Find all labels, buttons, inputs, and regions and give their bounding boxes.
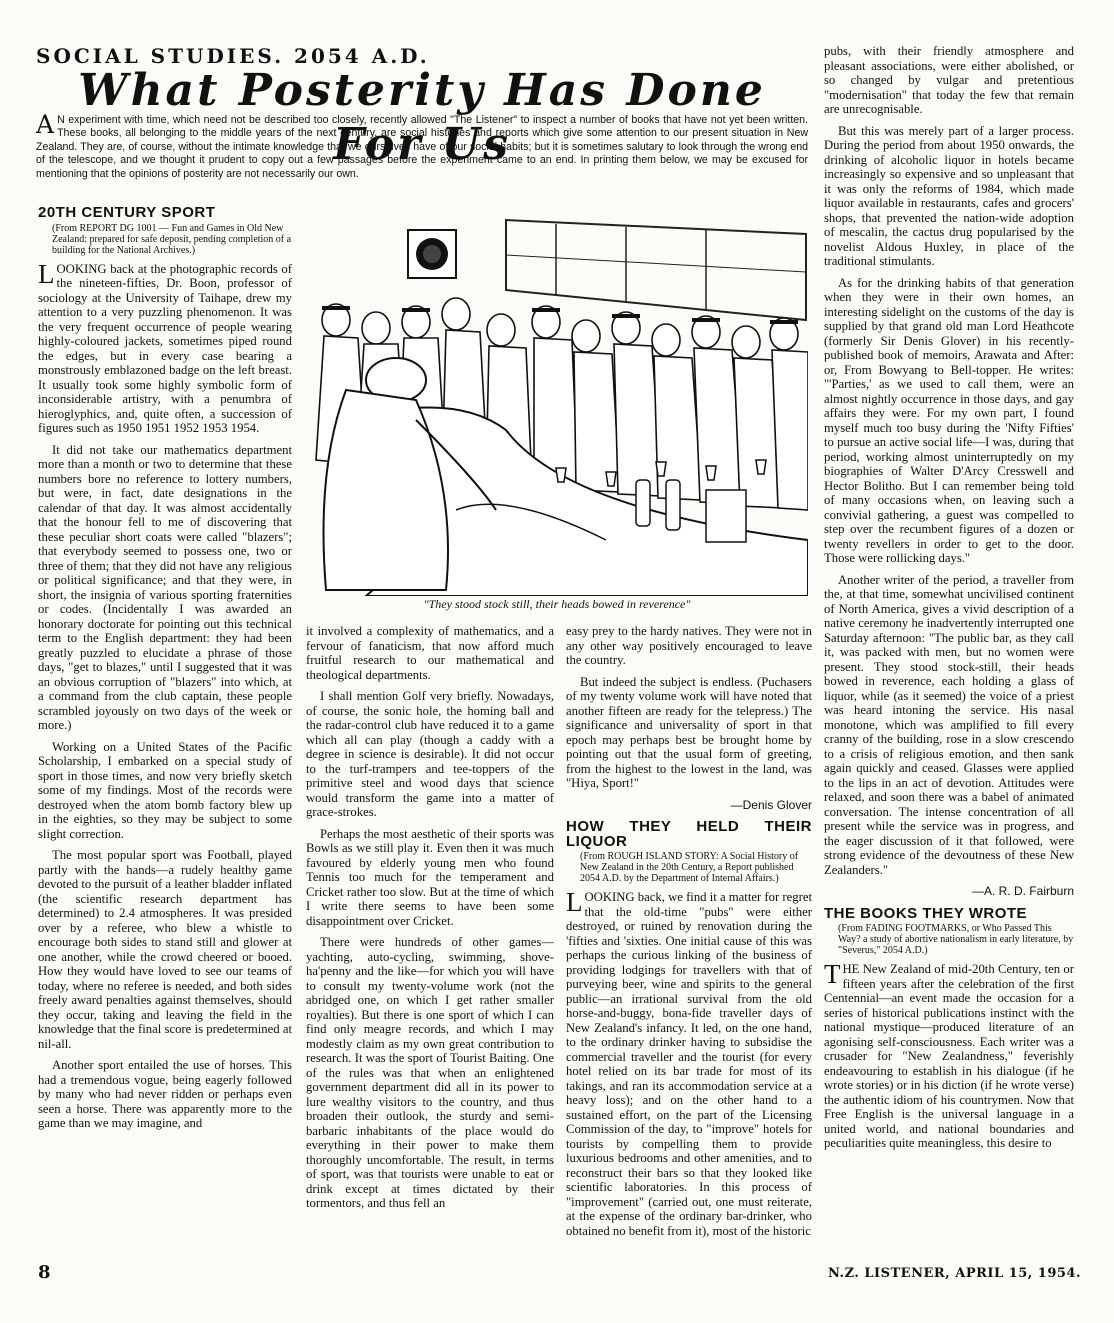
bar-scene-drawing [306,210,808,596]
sport-paragraph-7: I shall mention Golf very briefly. Nowadays, of course, the sonic hole, the homing ball and the radar-control club have reduced it to a game which all can play (though a caddy with a degree in science is desirable). It did not occur to the turf-trampers and tee-toppers of the primitive steel and wood days that science would transform the game into a matter of grace-strokes. [306,689,554,819]
liquor-signature: —A. R. D. Fairburn [971,884,1074,898]
liquor-source: (From ROUGH ISLAND STORY: A Social History of New Zealand in the 20th Century, a Report published 2054 A.D. by the Department of Internal Affairs.) [580,851,799,884]
sport-p1-text: OOKING back at the photographic records of the nineteen-fifties, Dr. Boon, professor of sociology at the University of Taihape, drew my attention to a very puzzling phenomenon. It was the very frequent occurrence of people wearing highly-coloured jackets, sometimes piped round the edges, but in every case bearing a monstrously emblazoned badge on the left breast. It usually took some highly symbolic form of inconsiderable artistry, with a penumbra of hieroglyphics, and, quite often, a succession of figures such as 1950 1951 1952 1953 1954. [38,261,292,435]
sport-paragraph-8: Perhaps the most aesthetic of their sports was Bowls as we still play it. Even then it was much favoured by elderly young men who found Tennis too much for the temperament and Cricket rather too slow. But at the time of which I write there seems to have been some disappointment over Cricket. [306,826,554,928]
books-heading: THE BOOKS THEY WROTE [824,904,1028,922]
column-1 [38,206,292,1138]
sport-signature: —Denis Glover [730,797,812,812]
loudspeaker-icon [408,230,456,278]
column-2 [306,624,554,1218]
books-drop-cap: T [824,959,841,989]
sport-paragraph-9: There were hundreds of other games—yachting, auto-cycling, swimming, shove-ha'penny and the like—for which you will have to consult my twenty-volume work (not the abridged one, on which I get rather smaller royalties). But there is one sport of which I can find only meagre records, and which I may modestly claim as my own great contribution to research. It was the sport of Tourist Baiting. One of the rules was that when an enlightened government department did all in its power to lure wealthy visitors to the country, and thus broaden their outlook, the sturdy and semi-barbaric inhabitants of the place would do everything in their power to make them thoroughly uncomfortable. The result, in terms of sport, was that tourists were unable to eat or drink except at times dictated by their tormentors, and thus fell an [306,935,554,1210]
intro-drop-cap: A [36,110,55,139]
liquor-paragraph-5: Another writer of the period, a traveller from the, at that time, somewhat uncivilised continent of North America, gives a vivid description of a native ceremony he inadvertently interrupted one Saturday afternoon: "The public bar, as they call it, was packed with men, but no women were present. They stood stock-still, their heads bowed in reverence, each holding a glass of liquor, while (as it seemed) the voice of a priest was heard intoning the service. His nasal monotone, which was amplified to fill every cranny of the building, rose in a slow crescendo to a crisis of religious emotion, and then sank again quickly and ceased. Glasses were applied to the lips in an act of devotion. Attitudes were relaxed, and soon there was a babel of animated conversation. The intense concentration of all present while the service was in progress, and the eager discussion of it that followed, were strong evidence of the devoutness of these New Zealanders." [824,572,1074,877]
page-headline: What Posterity Has Done For Us [78,65,766,170]
illustration-caption: "They stood stock still, their heads bowed in reverence" [423,597,691,611]
column-3 [566,624,812,1245]
liquor-drop-cap: L [566,887,583,917]
books-p1-text: HE New Zealand of mid-20th Century, ten or fifteen years after the celebration of the first Centennial—an event made the occasion for a series of historical publications instinct with the national mystique—produced literature of an agonising self-consciousness. Each writer was a crusader for "New Zealandness," feverishly endeavouring to establish in his dialogue (if he wrote stories) or in his diction (if he wrote verse) the authentic idiom of his countrymen. Now that Free English is the universal language in a united world, and national boundaries and peculiarities quite meaningless, this desire to [824,962,1074,1150]
intro-paragraph [36,110,808,181]
section-kicker: SOCIAL STUDIES. 2054 A.D. [36,44,430,68]
publication-line: N.Z. LISTENER, APRIL 15, 1954. [828,1266,1081,1281]
sport-heading: 20TH CENTURY SPORT [38,204,216,221]
sport-paragraph-2: It did not take our mathematics department more than a month or two to determine that these numbers bore no reference to lottery numbers, but were, in fact, date designations in the calendar of that day. It was almost accidentally that the honour fell to me of discovering that these peculiar short coats were called "blazers"; that everybody seemed to possess one, two or three of them; that they did not have any religious or political significance; and that they were, in short, the insignia of various sporting fraternities or codes. (Incidentally I was awarded an honorary doctorate for pointing out this technical term to the English department: they had been greatly puzzled to elucidate a phrase of those days, "get to blazes," until I suggested that it was an obvious corruption of "blazers" into which, at a command from the club captain, these people scrambled joyously on two days of the week or more.) [38,442,292,732]
sport-paragraph-6: it involved a complexity of mathematics, and a fervour of fanaticism, that now afford much fruitful research to our mathematical and theological departments. [306,624,554,682]
sport-paragraph-10: easy prey to the hardy natives. They were not in any other way positively encouraged to leave the country. [566,624,812,667]
books-source: (From FADING FOOTMARKS, or Who Passed This Way? a study of abortive nationalism in early literature, by "Severus," 2054 A.D.) [838,923,1074,956]
liquor-paragraph-4: As for the drinking habits of that generation when they were in their own homes, an interesting sidelight on the customs of the day is supplied by that grand old man Lord Heathcote (formerly Sir Denis Glover) in his recently-published book of memoirs, Arawata and After: or, From Bowyang to Bell-topper. He writes: "'Parties,' as we used to call them, were an almost nightly occurrence in those days, and gay affairs they were. For my own part, I found myself much too busy during the 'Nifty Fifties' to pursue an active social life—I was, during that period, working almost uninterruptedly on my biographies of Walter D'Arcy Cresswell and Hector Bolitho. But I can remember being told of many occasions when, on leaving such a convivial gathering, a guest was compelled to step over the recumbent figures of a dozen or twenty revellers in order to get to the door. Those were rollicking days." [824,275,1074,565]
sport-paragraph-5: Another sport entailed the use of horses. This had a tremendous vogue, being eagerly followed by many who had never ridden or perhaps even seen a horse. There was apparently more to the game than we may imagine, and [38,1058,292,1130]
books-paragraph-1 [824,959,1074,1151]
intro-text: N experiment with time, which need not be described too closely, recently allowed "The Listener" to inspect a number of books that have not yet been written. These books, all belonging to the middle years of the next century, are social histories and reports which give some attention to our present situation in New Zealand. They are, of course, without the intimate knowledge that we ourselves have of our social habits; but it is sometimes salutary to look through the wrong end of the telescope, and we thought it prudent to copy out a few passages before the experiment came to an end. In printing them below, we may be excused for mentioning that the opinions of posterity are not necessarily our own. [36,114,808,180]
liquor-p1-text: OOKING back, we find it a matter for regret that the old-time "pubs" were either destroyed, or ruined by renovation during the 'fifties and 'sixties. One initial cause of this was perhaps the curious linking of the business of providing lodgings for travellers with that of purveying beer, wine and spirits to the general public—an irrational survival from the old horse-and-buggy, bona-fide traveller days of New Zealand's infancy. It led, on the one hand, to the ordinary drinker having to subsidise the commercial traveller and the tourist (for every hotel relied on its bar trade for most of its takings, and ran its accommodation service at a heavy loss); and on the other hand to a sustained effort, on the part of the Licensing Commission of the day, to "improve" hotels for tourists by compelling them to provide luxurious bedrooms and other amenities, and to reconstruct their bars so that they looked like scientific laboratories. In this process of "improvement" (carried out, one must reiterate, at the expense of the ordinary bar-drinker, who obtained no benefit from it), most of the historic [566,890,812,1238]
sport-paragraph-4: The most popular sport was Football, played partly with the hands—a rudely healthy game devoted to the pursuit of a leather bladder inflated (the scientific research department has determined) to 2.4 atmospheres. It was presided over by a referee, who blew a whistle to encourage both sides to stand still and glower at one another, while the crowd cheered or booed. How they would have loved to see our teams of today, where no referee is needed, and both sides freely award penalties against themselves, should they occur, taking and leaving the field in the knowledge that the final score is predetermined at nil-all. [38,848,292,1051]
column-4 [824,44,1074,1158]
bar-illustration [306,210,808,604]
page-number: 8 [38,1262,51,1283]
sport-paragraph-1 [38,258,292,436]
sport-paragraph-3: Working on a United States of the Pacific Scholarship, I embarked on a special study of sport in those times, and now very briefly sketch some of my findings. Most of the records were destroyed when the atom bomb factory blew up in the eighties, so they may be subject to some slight correction. [38,739,292,841]
sport-paragraph-11: But indeed the subject is endless. (Puchasers of my twenty volume work will have noted that another fifteen are ready for the telepress.) The significance and universality of sport in that epoch may perhaps best be brought home by pointing out that the usual form of greeting, from the highest to the lowest in the land, was "Hiya, Sport!" [566,674,812,790]
liquor-paragraph-3: But this was merely part of a larger process. During the period from about 1950 onwards, the drinking of alcoholic liquor in hotels became increasingly so expensive and so unpleasant that it was only the reforms of 1984, which made liquor available in restaurants, cafes and grocers' shops, that prevented the nation-wide adoption of mescalin, the cactus drug popularised by the novelist Aldous Huxley, in place of the traditional stimulants. [824,123,1074,268]
sport-source: (From REPORT DG 1001 — Fun and Games in Old New Zealand: prepared for safe deposit, pending completion of a building for the National Archives.) [52,222,292,256]
sport-drop-cap: L [38,258,55,289]
liquor-paragraph-1 [566,887,812,1238]
liquor-heading: HOW THEY HELD THEIR LIQUOR [566,818,812,850]
liquor-paragraph-2: pubs, with their friendly atmosphere and pleasant associations, were either abolished, or so changed by vulgar and pretentious "modernisation" that today the few that remain are unrecognisable. [824,44,1074,116]
